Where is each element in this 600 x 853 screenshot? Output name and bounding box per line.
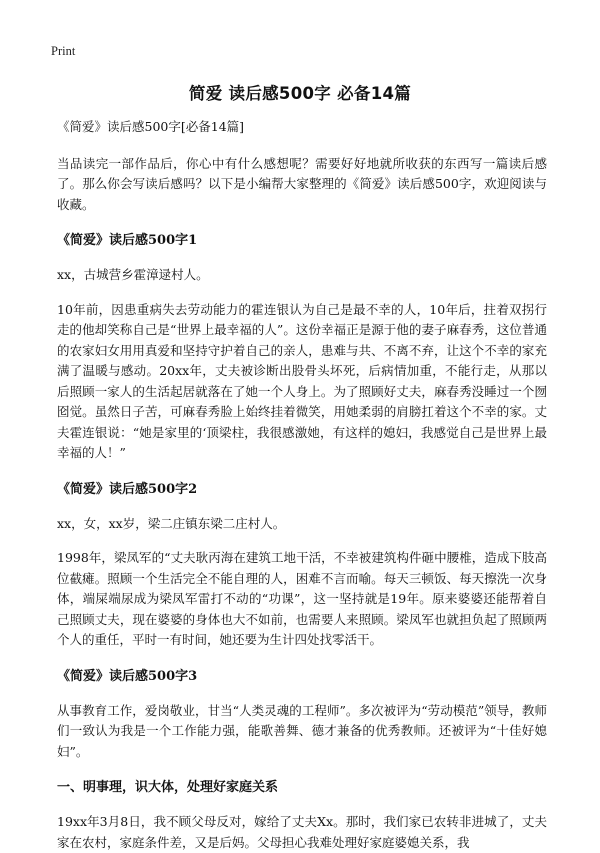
print-link[interactable]: Print — [51, 44, 76, 58]
section-2-paragraph-1: xx，女，xx岁，梁二庄镇东梁二庄村人。 — [57, 515, 286, 531]
intro-paragraph: 当品读完一部作品后，你心中有什么感想呢？需要好好地就所收获的东西写一篇读后感了。那么你会写读后感吗？以下是小编帮大家整理的《简爱》读后感500字，欢迎阅读与收藏。 — [57, 155, 547, 212]
document-body — [57, 117, 547, 853]
section-1-paragraph-2: 10年前，因患重病失去劳动能力的霍连银认为自己是最不幸的人，10年后，拄着双拐行走的他却笑称自己是“世界上最幸福的人”。这份幸福正是源于他的妻子麻春秀，这位普通的农家妇女用用真爱和坚持守护着自己的亲人，患难与共、不离不弃，让这个不幸的家充满了温暖与感动。20xx年，丈夫被诊断出股骨头坏死，后病情加重，不能行走，从那以后照顾一家人的生活起居就落在了她一个人身上。为了照顾好丈夫，麻春秀没睡过一个囫囵觉。虽然日子苦，可麻春秀脸上始终挂着微笑，用她柔弱的肩膀扛着这个不幸的家。丈夫霍连银说：“她是家里的‘顶梁柱，我很感激她，有这样的媳妇，我感觉自己是世界上最幸福的人！” — [57, 301, 547, 460]
document-title: 简爱 读后感500字 必备14篇 — [188, 84, 412, 103]
section-heading-1: 《简爱》读后感500字1 — [57, 233, 198, 248]
section-heading-2: 《简爱》读后感500字2 — [57, 481, 198, 497]
section-1-paragraph-1: xx，古城营乡霍漳逯村人。 — [57, 267, 209, 282]
section-3-paragraph-1: 从事教育工作，爱岗敬业，甘当“人类灵魂的工程师”。多次被评为“劳动模范”领导，教师们一致认为我是一个工作能力强，能歌善舞、德才兼备的优秀教师。还被评为“十佳好媳妇”。 — [57, 702, 547, 759]
section-heading-3: 《简爱》读后感500字3 — [57, 668, 198, 684]
section-heading-4: 一、明事理，识大体，处理好家庭关系 — [57, 780, 279, 795]
section-2-paragraph-2: 1998年，梁凤军的“丈夫耿丙海在建筑工地干活，不幸被建筑构件砸中腰椎，造成下肢高位截瘫。照顾一个生活完全不能自理的人，困难不言而喻。每天三顿饭、每天擦洗一次身体，端屎端尿成为梁凤军雷打不动的“功课”，这一坚持就是19年。原来婆婆还能帮着自己照顾丈夫，现在婆婆的身体也大不如前，也需要人来照顾。梁凤军也就担负起了照顾两个人的重任，平时一有时间，她还要为生计四处找零活干。 — [57, 550, 547, 647]
document-subtitle: 《简爱》读后感500字[必备14篇] — [57, 119, 245, 134]
section-4-paragraph-1: 19xx年3月8日，我不顾父母反对，嫁给了丈夫Xx。那时，我们家已农转非进城了，丈夫家在农村，家庭条件差，又是后妈。父母担心我难处理好家庭婆媳关系，我 — [57, 814, 547, 850]
